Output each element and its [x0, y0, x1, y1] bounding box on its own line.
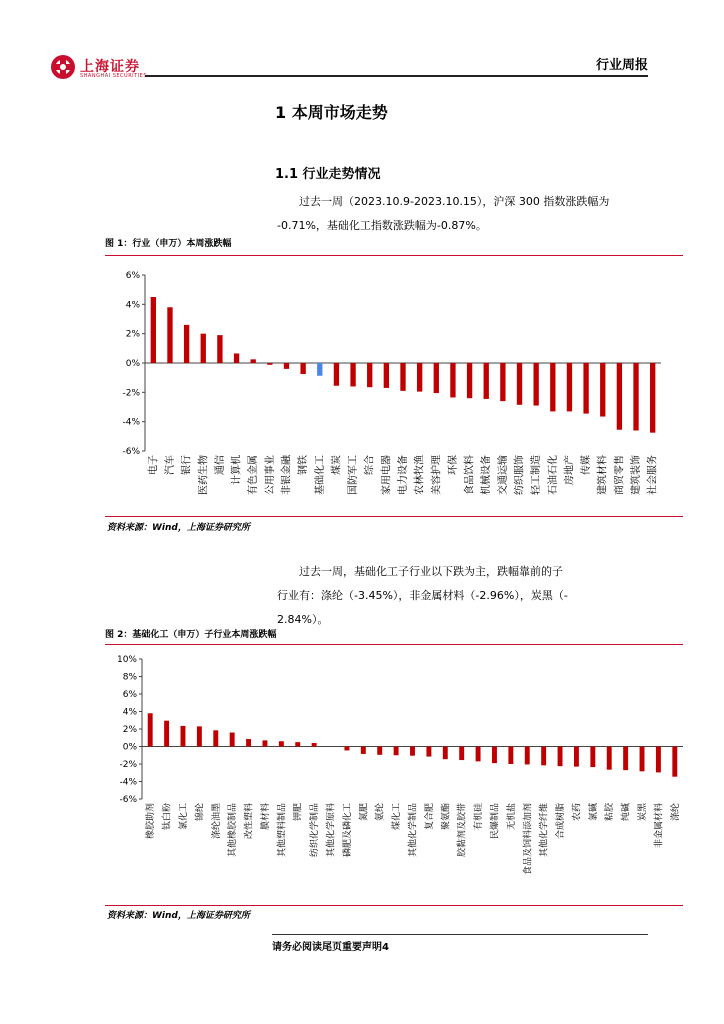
x-tick-label: 食品及饲料添加剂 — [523, 803, 534, 876]
x-tick-label: 基础化工 — [314, 455, 326, 495]
brand-logo — [50, 54, 160, 82]
x-tick-label: 钛白粉 — [162, 803, 173, 831]
x-tick-label: 机械设备 — [481, 455, 493, 495]
figure1-top-rule — [105, 255, 683, 256]
figure2-source: 资料来源：Wind，上海证券研究所 — [107, 911, 250, 921]
x-tick-label: 公用事业 — [264, 455, 276, 495]
x-tick-label: 其他塑料制品 — [277, 803, 288, 858]
bar — [181, 726, 186, 747]
logo-subtext: SHANGHAI SECURITIES — [80, 73, 148, 79]
x-tick-label: 建筑材料 — [597, 455, 609, 495]
y-tick-label: 6% — [122, 690, 137, 700]
bar — [467, 363, 472, 398]
subindustry-bar-chart — [105, 648, 683, 904]
bar — [640, 747, 645, 772]
header-divider — [145, 75, 648, 77]
x-tick-label: 美容护理 — [431, 455, 443, 495]
bar — [583, 363, 588, 414]
x-tick-label: 国防军工 — [348, 455, 360, 495]
x-tick-label: 医药生物 — [198, 455, 210, 495]
x-tick-label: 计算机 — [231, 455, 243, 485]
x-tick-label: 非金属材料 — [654, 803, 665, 849]
bar — [367, 363, 372, 387]
x-tick-label: 交通运输 — [497, 455, 509, 495]
x-tick-label: 其他化学制品 — [408, 803, 419, 858]
x-tick-label: 环保 — [447, 455, 459, 475]
bar — [672, 747, 677, 777]
x-tick-label: 煤炭 — [331, 455, 343, 475]
x-tick-label: 汽车 — [164, 455, 176, 475]
bar — [267, 363, 272, 365]
bar — [262, 740, 267, 746]
x-tick-label: 其他化学纤维 — [539, 803, 550, 858]
bar — [148, 713, 153, 746]
bar — [500, 363, 505, 401]
x-tick-label: 锦纶 — [195, 803, 206, 822]
bar — [550, 363, 555, 411]
x-tick-label: 氮肥 — [359, 803, 370, 822]
bar — [300, 363, 305, 374]
bar — [450, 363, 455, 397]
x-tick-label: 家用电器 — [381, 455, 393, 495]
y-tick-label: 8% — [122, 672, 137, 683]
x-tick-label: 电力设备 — [398, 455, 409, 495]
x-tick-label: 通信 — [214, 455, 226, 475]
y-tick-label: 4% — [122, 707, 137, 718]
bar — [384, 363, 389, 388]
report-type: 行业周报 — [595, 58, 648, 73]
bar — [184, 325, 189, 363]
bar — [633, 363, 638, 430]
y-tick-label: 10% — [116, 655, 137, 665]
x-tick-label: 胶黏剂及胶带 — [457, 803, 468, 858]
bar — [525, 747, 530, 765]
x-tick-label: 氯碱 — [588, 803, 599, 822]
x-tick-label: 民爆制品 — [490, 803, 501, 840]
x-tick-label: 膜材料 — [260, 803, 271, 831]
page-number: 4 — [382, 942, 389, 953]
x-tick-label: 农药 — [572, 803, 583, 822]
bar — [567, 363, 572, 411]
figure1-title: 图 1：行业（申万）本周涨跌幅 — [105, 239, 232, 249]
x-tick-label: 商贸零售 — [614, 455, 626, 495]
bar — [600, 363, 605, 417]
bar — [230, 733, 235, 747]
figure2-title: 图 2：基础化工（申万）子行业本周涨跌幅 — [105, 630, 277, 640]
paragraph-line: -0.71%，基础化工指数涨跌幅为-0.87%。 — [277, 219, 487, 232]
x-tick-label: 粘胶 — [605, 803, 616, 822]
paragraph-line: 过去一周（2023.10.9-2023.10.15），沪深 300 指数涨跌幅为 — [299, 195, 610, 208]
paragraph-line: 行业有：涤纶（-3.45%），非金属材料（-2.96%），炭黑（- — [277, 589, 568, 602]
bar — [361, 747, 366, 754]
x-tick-label: 钢铁 — [298, 455, 310, 475]
bar — [623, 747, 628, 771]
bar — [443, 747, 448, 760]
bar — [151, 297, 156, 363]
bar — [492, 747, 497, 764]
bar — [334, 363, 339, 386]
bar — [312, 743, 317, 747]
x-tick-label: 煤化工 — [392, 803, 403, 831]
x-tick-label: 银行 — [181, 455, 193, 475]
bar — [434, 363, 439, 393]
x-tick-label: 涤纶油墨 — [211, 803, 222, 840]
bar — [295, 742, 300, 746]
figure2-top-rule — [105, 644, 683, 645]
bar — [558, 747, 563, 767]
section-title: 1 本周市场走势 — [275, 103, 388, 122]
y-tick-label: -2% — [119, 760, 137, 770]
bar — [394, 747, 399, 756]
bar — [213, 730, 218, 746]
bar — [400, 363, 405, 391]
bar — [541, 747, 546, 766]
x-tick-label: 社会服务 — [647, 455, 659, 495]
bar — [284, 363, 289, 369]
paragraph-subindustry-summary — [277, 560, 659, 632]
x-tick-label: 改性塑料 — [244, 803, 255, 840]
paragraph-line: 过去一周，基础化工子行业以下跌为主，跌幅靠前的子 — [299, 565, 563, 578]
x-tick-label: 氯化工 — [178, 803, 189, 831]
bar — [350, 363, 355, 386]
bar — [377, 747, 382, 755]
bar — [344, 747, 349, 751]
bar — [574, 747, 579, 767]
x-tick-label: 炭黑 — [638, 803, 649, 822]
x-tick-label: 石油石化 — [547, 455, 559, 495]
footer-disclaimer: 请务必阅读尾页重要声明 — [272, 942, 382, 953]
y-tick-label: 2% — [125, 329, 140, 340]
y-tick-label: -4% — [119, 777, 137, 788]
x-tick-label: 其他化学原料 — [326, 803, 337, 858]
bar — [476, 747, 481, 762]
bar — [167, 307, 172, 363]
bar — [459, 747, 464, 761]
y-tick-label: -6% — [122, 447, 140, 457]
x-tick-label: 传媒 — [581, 455, 593, 475]
x-tick-label: 其他橡胶制品 — [228, 803, 239, 858]
bar — [590, 747, 595, 768]
logo-emblem-icon — [50, 54, 76, 80]
x-tick-label: 纯碱 — [621, 803, 632, 822]
x-tick-label: 涤纶 — [670, 803, 681, 822]
y-tick-label: -4% — [122, 417, 140, 428]
x-tick-label: 农林牧渔 — [414, 455, 426, 495]
x-tick-label: 综合 — [364, 455, 376, 475]
x-tick-label: 钾肥 — [293, 803, 304, 822]
y-tick-label: 4% — [125, 300, 140, 311]
bar — [607, 747, 612, 770]
bar — [234, 353, 239, 363]
bar — [197, 726, 202, 746]
bar — [201, 334, 206, 363]
bar — [317, 363, 322, 376]
paragraph-line: 2.84%）。 — [277, 613, 329, 626]
bar — [426, 747, 431, 757]
x-tick-label: 建筑装饰 — [631, 455, 643, 495]
bar — [533, 363, 538, 406]
bar — [617, 363, 622, 430]
figure1-bottom-rule — [105, 516, 683, 517]
x-tick-label: 电子 — [148, 455, 160, 475]
x-tick-label: 纺织化学制品 — [310, 803, 321, 858]
x-tick-label: 轻工制造 — [531, 455, 543, 495]
y-tick-label: 0% — [125, 359, 140, 369]
bar — [650, 363, 655, 433]
y-tick-label: 6% — [125, 271, 140, 281]
bar — [164, 721, 169, 747]
logo-text: 上海证券 — [80, 59, 140, 75]
footer — [272, 938, 389, 953]
subsection-title: 1.1 行业走势情况 — [275, 167, 381, 182]
bar — [484, 363, 489, 399]
y-tick-label: -2% — [122, 388, 140, 399]
figure1-source: 资料来源：Wind，上海证券研究所 — [107, 523, 250, 533]
bar — [417, 363, 422, 392]
x-tick-label: 有色金属 — [248, 455, 260, 495]
paragraph-market-summary — [277, 190, 659, 238]
x-tick-label: 复合肥 — [424, 803, 435, 831]
bar — [508, 747, 513, 765]
y-tick-label: -6% — [119, 795, 137, 805]
y-tick-label: 2% — [122, 725, 137, 735]
bar — [246, 739, 251, 746]
x-tick-label: 有机硅 — [474, 803, 485, 831]
x-tick-label: 磷肥及磷化工 — [342, 803, 353, 858]
x-tick-label: 纺织服饰 — [514, 455, 526, 495]
figure2-bottom-rule — [105, 905, 683, 906]
x-tick-label: 食品饮料 — [464, 455, 476, 495]
bar — [217, 335, 222, 363]
y-tick-label: 0% — [122, 742, 137, 753]
bar — [656, 747, 661, 773]
x-tick-label: 非银金融 — [281, 455, 293, 495]
bar — [517, 363, 522, 405]
x-tick-label: 氨纶 — [375, 803, 386, 822]
bar — [279, 741, 284, 746]
x-tick-label: 橡胶助剂 — [146, 803, 157, 840]
x-tick-label: 无机盐 — [506, 803, 517, 831]
footer-divider — [272, 934, 648, 935]
bar — [251, 359, 256, 363]
bar — [410, 747, 415, 756]
x-tick-label: 房地产 — [564, 455, 576, 485]
industry-bar-chart — [105, 258, 683, 514]
x-tick-label: 合成树脂 — [556, 803, 567, 840]
x-tick-label: 聚氨酯 — [441, 803, 452, 831]
